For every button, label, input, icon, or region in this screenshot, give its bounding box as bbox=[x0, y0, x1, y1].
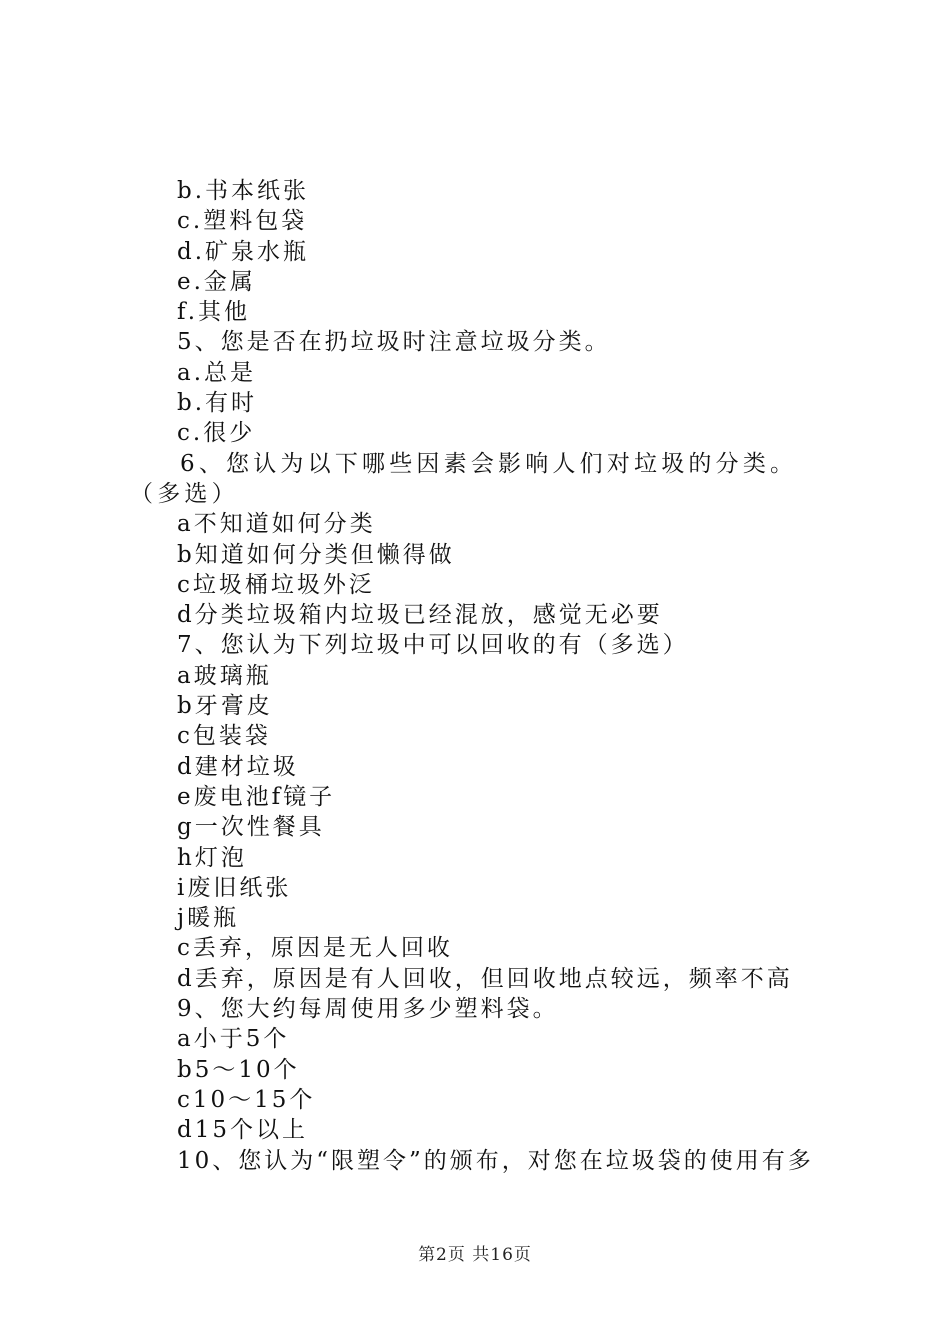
q8-option-d: d丢弃，原因是有人回收，但回收地点较远，频率不高 bbox=[177, 965, 793, 992]
q7-option-a: a玻璃瓶 bbox=[177, 662, 272, 689]
q7-option-h: h灯泡 bbox=[177, 844, 247, 871]
option-f-other: f.其他 bbox=[177, 299, 251, 326]
q7-option-b: b牙膏皮 bbox=[177, 693, 273, 720]
q5-option-c: c.很少 bbox=[177, 420, 256, 447]
question-6: 6、您认为以下哪些因素会影响人们对垃圾的分类。（多选） bbox=[130, 450, 798, 507]
question-9: 9、您大约每周使用多少塑料袋。 bbox=[177, 996, 559, 1023]
document-body bbox=[130, 176, 835, 1176]
q7-option-j: j暖瓶 bbox=[177, 905, 240, 932]
question-10: 10、您认为“限塑令”的颁布，对您在垃圾袋的使用有多 bbox=[177, 1147, 814, 1174]
option-e-metal: e.金属 bbox=[177, 268, 256, 295]
q6-option-c: c垃圾桶垃圾外泛 bbox=[177, 571, 375, 598]
q7-option-i: i废旧纸张 bbox=[177, 874, 292, 901]
q7-option-d: d建材垃圾 bbox=[177, 753, 299, 780]
q8-option-c: c丢弃，原因是无人回收 bbox=[177, 935, 453, 962]
q7-option-c: c包装袋 bbox=[177, 723, 271, 750]
q9-option-c: c10～15个 bbox=[177, 1086, 316, 1113]
q5-option-b: b.有时 bbox=[177, 390, 258, 417]
option-b-books-paper: b.书本纸张 bbox=[177, 178, 310, 204]
q6-option-a: a不知道如何分类 bbox=[177, 511, 376, 538]
page-number-footer: 第2页 共16页 bbox=[418, 1245, 532, 1265]
q5-option-a: a.总是 bbox=[177, 359, 257, 386]
question-5: 5、您是否在扔垃圾时注意垃圾分类。 bbox=[177, 329, 611, 356]
q7-option-g: g一次性餐具 bbox=[177, 814, 325, 841]
q9-option-d: d15个以上 bbox=[177, 1117, 308, 1144]
option-c-plastic-bags: c.塑料包袋 bbox=[177, 208, 308, 235]
q7-option-e-f: e废电池f镜子 bbox=[177, 783, 336, 810]
question-7: 7、您认为下列垃圾中可以回收的有（多选） bbox=[177, 632, 689, 659]
option-d-water-bottles: d.矿泉水瓶 bbox=[177, 238, 310, 265]
q9-option-a: a小于5个 bbox=[177, 1026, 290, 1053]
q6-option-d: d分类垃圾箱内垃圾已经混放，感觉无必要 bbox=[177, 602, 663, 629]
q6-option-b: b知道如何分类但懒得做 bbox=[177, 541, 455, 568]
q9-option-b: b5～10个 bbox=[177, 1056, 300, 1083]
